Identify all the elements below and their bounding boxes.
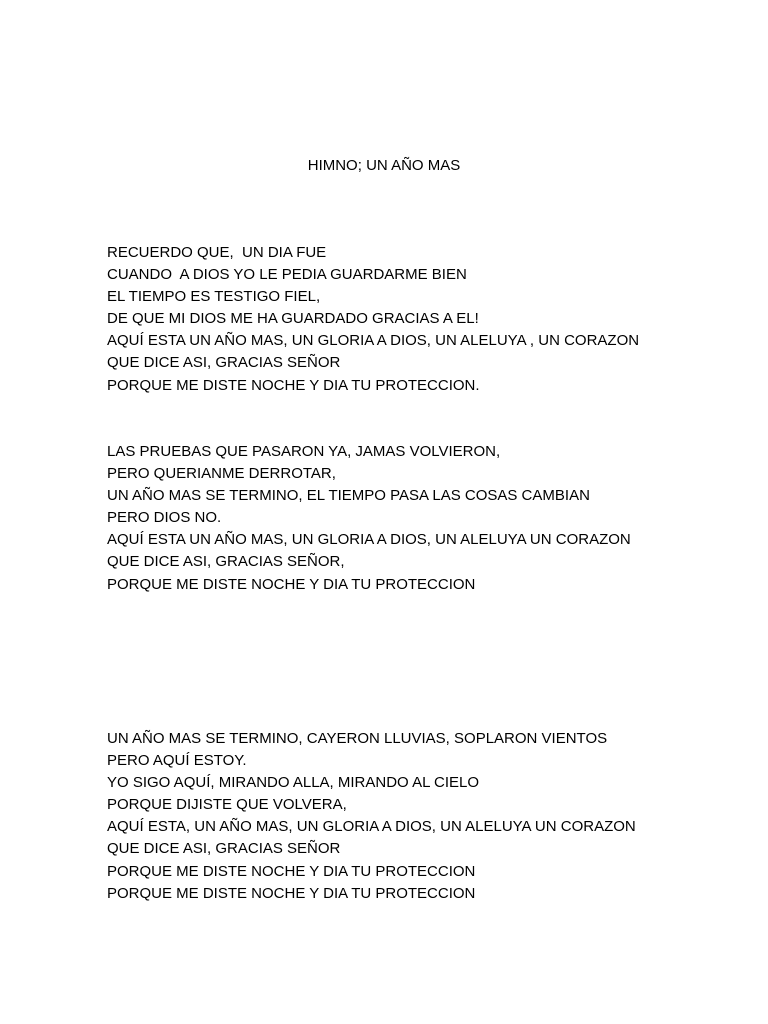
lyric-line: PERO DIOS NO. [107, 509, 222, 527]
stanza-1 [107, 242, 747, 397]
lyric-line: PORQUE ME DISTE NOCHE Y DIA TU PROTECCION [107, 862, 476, 880]
lyric-line: QUE DICE ASI, GRACIAS SEÑOR [107, 354, 341, 372]
lyric-line: PERO QUERIANME DERROTAR, [107, 465, 336, 483]
lyric-line: PERO AQUÍ ESTOY. [107, 752, 247, 770]
lyric-line: RECUERDO QUE, UN DIA FUE [107, 244, 327, 261]
lyric-line: PORQUE ME DISTE NOCHE Y DIA TU PROTECCION [107, 575, 476, 593]
lyric-line: YO SIGO AQUÍ, MIRANDO ALLA, MIRANDO AL CIELO [107, 774, 480, 792]
stanza-3 [107, 728, 747, 905]
lyric-line: PORQUE ME DISTE NOCHE Y DIA TU PROTECCION [107, 884, 476, 902]
lyric-line: PORQUE DIJISTE QUE VOLVERA, [107, 796, 347, 814]
lyric-line: PORQUE ME DISTE NOCHE Y DIA TU PROTECCION. [107, 376, 480, 394]
lyric-line: AQUÍ ESTA, UN AÑO MAS, UN GLORIA A DIOS, UN ALELUYA UN CORAZON [107, 818, 636, 836]
lyric-line: UN AÑO MAS SE TERMINO, CAYERON LLUVIAS, SOPLARON VIENTOS [107, 730, 608, 747]
hymn-title: HIMNO; UN AÑO MAS [307, 157, 461, 174]
lyric-line: LAS PRUEBAS QUE PASARON YA, JAMAS VOLVIERON, [107, 443, 501, 460]
lyric-line: QUE DICE ASI, GRACIAS SEÑOR [107, 840, 341, 858]
lyric-line: EL TIEMPO ES TESTIGO FIEL, [107, 288, 321, 306]
lyric-line: AQUÍ ESTA UN AÑO MAS, UN GLORIA A DIOS, UN ALELUYA , UN CORAZON [107, 332, 640, 350]
lyric-line: DE QUE MI DIOS ME HA GUARDADO GRACIAS A EL! [107, 310, 479, 328]
lyric-line: CUANDO A DIOS YO LE PEDIA GUARDARME BIEN [107, 266, 467, 284]
stanza-2 [107, 441, 747, 596]
lyric-line: UN AÑO MAS SE TERMINO, EL TIEMPO PASA LAS COSAS CAMBIAN [107, 487, 590, 505]
lyric-line: AQUÍ ESTA UN AÑO MAS, UN GLORIA A DIOS, UN ALELUYA UN CORAZON [107, 531, 631, 549]
lyric-line: QUE DICE ASI, GRACIAS SEÑOR, [107, 553, 345, 571]
